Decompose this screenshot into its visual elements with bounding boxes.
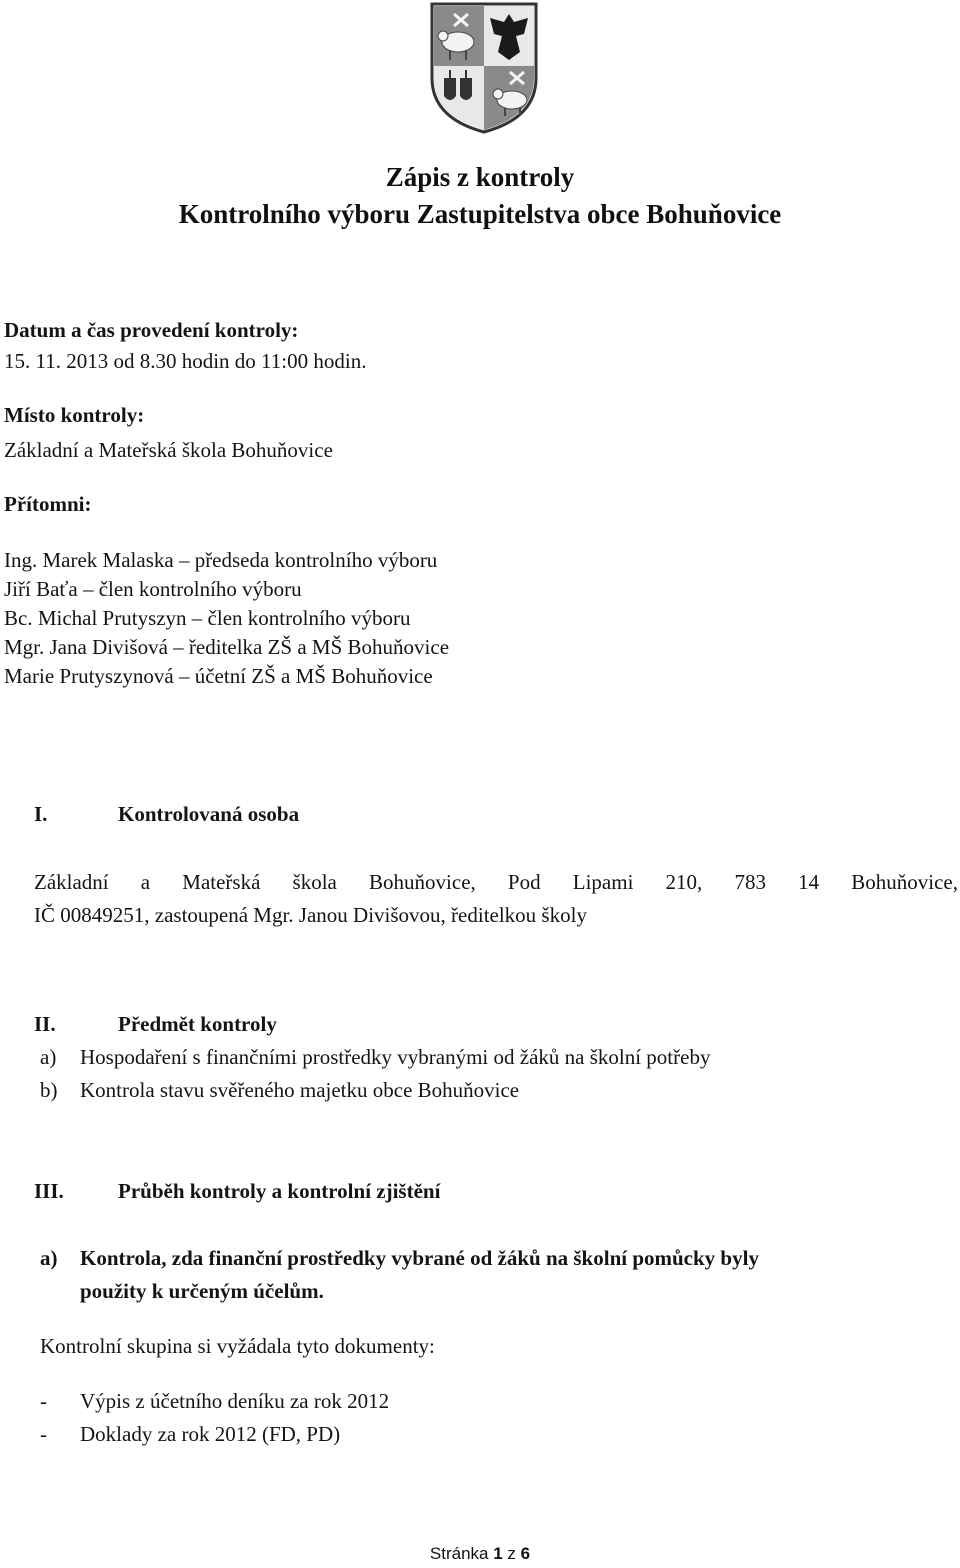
place-label: Místo kontroly: — [4, 403, 145, 427]
document-title: Zápis z kontroly — [385, 162, 575, 192]
section-number: III. — [34, 1179, 64, 1203]
section-heading: Kontrolovaná osoba — [118, 802, 300, 826]
date-label: Datum a čas provedení kontroly: — [4, 318, 299, 342]
present-person: Bc. Michal Prutyszyn – člen kontrolního výboru — [4, 606, 411, 630]
list-item: Doklady za rok 2012 (FD, PD) — [80, 1422, 341, 1446]
list-item: Hospodaření s finančními prostředky vybranými od žáků na školní potřeby — [80, 1045, 711, 1069]
page-number — [0, 1544, 960, 1564]
list-marker: - — [40, 1389, 47, 1413]
section-number: I. — [34, 802, 48, 826]
present-person: Marie Prutyszynová – účetní ZŠ a MŠ Bohuňovice — [4, 664, 433, 688]
section1-body-line: IČ 00849251, zastoupená Mgr. Janou Divišovou, ředitelkou školy — [34, 903, 587, 927]
list-marker: - — [40, 1422, 47, 1446]
list-item: Kontrola stavu svěřeného majetku obce Bohuňovice — [80, 1078, 520, 1102]
section-heading: Průběh kontroly a kontrolní zjištění — [118, 1179, 441, 1203]
date-value: 15. 11. 2013 od 8.30 hodin do 11:00 hodin. — [4, 349, 367, 373]
list-marker: a) — [40, 1045, 57, 1069]
section1-body-line: Základní a Mateřská škola Bohuňovice, Pod Lipami 210, 783 14 Bohuňovice, — [34, 870, 958, 894]
documents-intro: Kontrolní skupina si vyžádala tyto dokumenty: — [40, 1334, 435, 1358]
list-item: Výpis z účetního deníku za rok 2012 — [80, 1389, 390, 1413]
page-middle: z — [502, 1544, 521, 1563]
present-label: Přítomni: — [4, 492, 92, 516]
place-value: Základní a Mateřská škola Bohuňovice — [4, 438, 333, 462]
section-number: II. — [34, 1012, 56, 1036]
coat-of-arms-logo — [428, 0, 540, 136]
page-prefix: Stránka — [429, 1544, 494, 1563]
list-marker: b) — [40, 1078, 58, 1102]
subsection-heading: použity k určeným účelům. — [80, 1279, 324, 1303]
subsection-heading: Kontrola, zda finanční prostředky vybrané od žáků na školní pomůcky byly — [80, 1246, 759, 1270]
page-total: 6 — [520, 1544, 531, 1563]
sub-marker: a) — [40, 1246, 58, 1270]
document-subtitle: Kontrolního výboru Zastupitelstva obce Bohuňovice — [178, 199, 782, 229]
present-person: Ing. Marek Malaska – předseda kontrolního výboru — [4, 548, 438, 572]
section-heading: Předmět kontroly — [118, 1012, 277, 1036]
present-person: Jiří Baťa – člen kontrolního výboru — [4, 577, 302, 601]
present-person: Mgr. Jana Divišová – ředitelka ZŠ a MŠ Bohuňovice — [4, 635, 450, 659]
page-current: 1 — [493, 1544, 503, 1563]
